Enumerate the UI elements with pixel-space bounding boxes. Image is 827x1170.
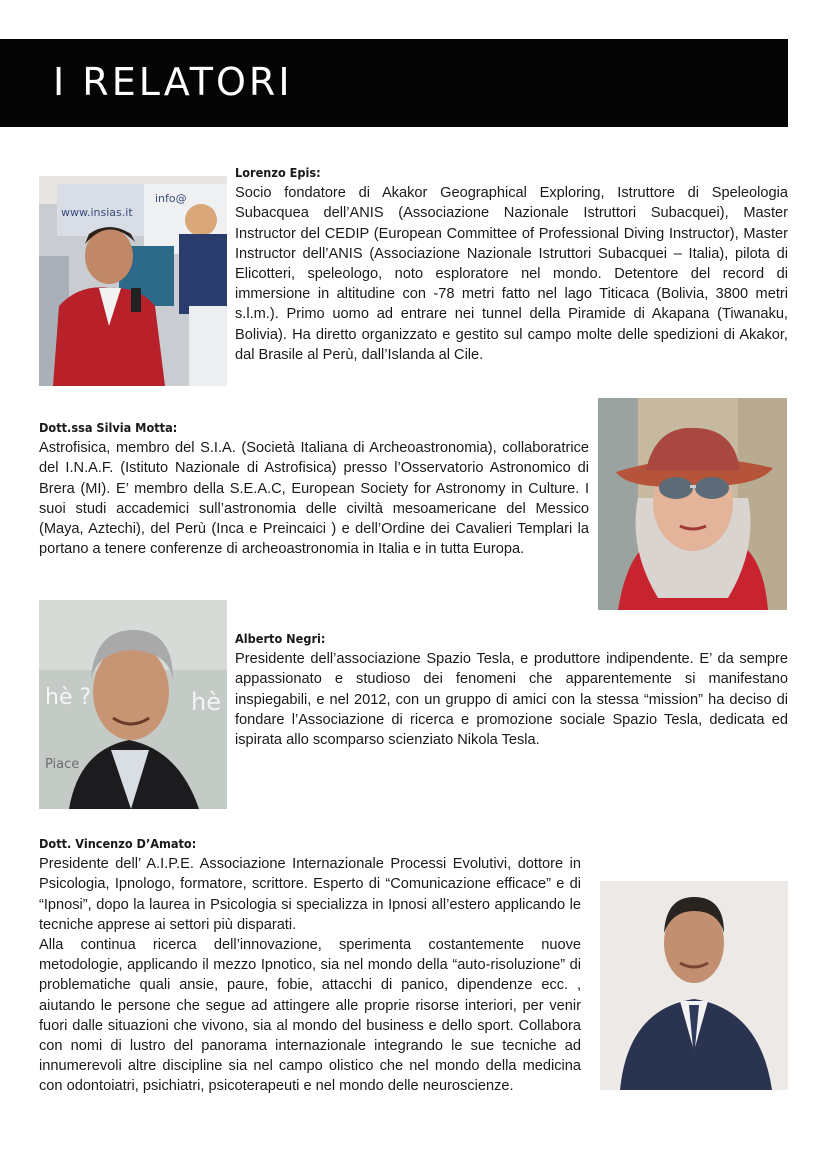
photo-banner-text: info@ — [155, 192, 187, 205]
speaker-photo-alberto-negri — [39, 600, 227, 809]
photo-backdrop-text: hè — [191, 688, 221, 716]
speaker-bio-vincenzo-damato — [39, 834, 581, 1097]
speaker-name: Alberto Negri: — [235, 631, 326, 646]
speaker-photo-vincenzo-damato — [600, 881, 788, 1090]
speaker-name: Dott.ssa Silvia Motta: — [39, 420, 178, 435]
speaker-name: Dott. Vincenzo D’Amato: — [39, 836, 197, 851]
photo-backdrop-text: hè ? — [45, 685, 92, 710]
photo-banner-text: www.insias.it — [61, 206, 133, 219]
speaker-bio-lorenzo-epis — [235, 163, 788, 365]
speaker-description: Socio fondatore di Akakor Geographical Exploring, Istruttore di Speleologia Subacquea dell’ANIS (Associazione Nazionale Istruttori Subacquei), Master Instructor del CEDIP (European Committee of Professional Diving Instructor), Master Instructor dell’ANIS (Associazione Nazionale Istruttori Subacquei – Italia), pilota di Elicotteri, speleologo, noto esploratore nel mondo. Detentore del record di immersione in altitudine con -78 metri fatto nel lago Titicaca (Bolivia, 3800 metri s.l.m.). Primo uomo ad entrare nei tunnel della Piramide di Akapana (Tiwanaku, Bolivia). Ha diretto organizzato e gestito sul campo molte delle spedizioni di Akakor, dal Brasile al Perù, dall’Islanda al Cile. — [235, 185, 788, 363]
speaker-photo-silvia-motta — [598, 398, 787, 610]
speaker-description: Alla continua ricerca dell’innovazione, sperimenta costantemente nuove metodologie, applicando il mezzo Ipnotico, sia nel mondo della “auto-risoluzione” di problematiche quali ansie, paure, fobie, attacchi di panico, dipendenze ecc. , aiutando le persone che segue ad attingere alle proprie risorse interiori, per venir fuori dalle situazioni che vivono, sia al mondo del business e dello sport. Collabora con nomi di lustro del panorama internazionale integrando le sue tecniche ad innumerevoli altre discipline sia nel campo olistico che nel mondo della medicina con odontoiatri, psichiatri, psicoterapeuti e nel mondo delle neuroscienze. — [39, 937, 581, 1095]
speaker-description: Presidente dell’associazione Spazio Tesla, e produttore indipendente. E’ da sempre appassionato e studioso dei fenomeni che apparentemente si manifestano inspiegabili, e nel 2012, con un gruppo di amici con la stessa “mission” ha deciso di fondare l’Associazione di ricerca e promozione sociale Spazio Tesla, dedicata ed ispirata allo scomparso scienziato Nikola Tesla. — [235, 651, 788, 749]
page-title: I RELATORI — [53, 60, 293, 104]
speaker-bio-silvia-motta — [39, 418, 589, 559]
speaker-bio-alberto-negri — [235, 629, 788, 750]
speaker-description: Astrofisica, membro del S.I.A. (Società Italiana di Archeoastronomia), collaboratrice del I.N.A.F. (Istituto Nazionale di Astrofisica) presso l’Osservatorio Astronomico di Brera (MI). E’ membro della S.E.A.C, European Society for Astronomy in Culture. I suoi studi accademici sull’astronomia delle civiltà mesoamericane del Messico (Maya, Aztechi), del Perù (Inca e Preincaici ) e dell’Ordine dei Cavalieri Templari la portano a tenere conferenze di archeoastronomia in Italia e in tutta Europa. — [39, 440, 589, 558]
speaker-description: Presidente dell’ A.I.P.E. Associazione Internazionale Processi Evolutivi, dottore in Psicologia, Ipnologo, formatore, scrittore. Esperto di “Comunicazione efficace” e di “Ipnosi”, dopo la laurea in Psicologia si specializza in Ipnosi all’estero applicando le tecniche apprese ai settori più disparati. — [39, 856, 581, 933]
speaker-photo-lorenzo-epis — [39, 176, 227, 386]
speaker-name: Lorenzo Epis: — [235, 165, 321, 180]
photo-backdrop-text: Piace — [45, 757, 80, 772]
